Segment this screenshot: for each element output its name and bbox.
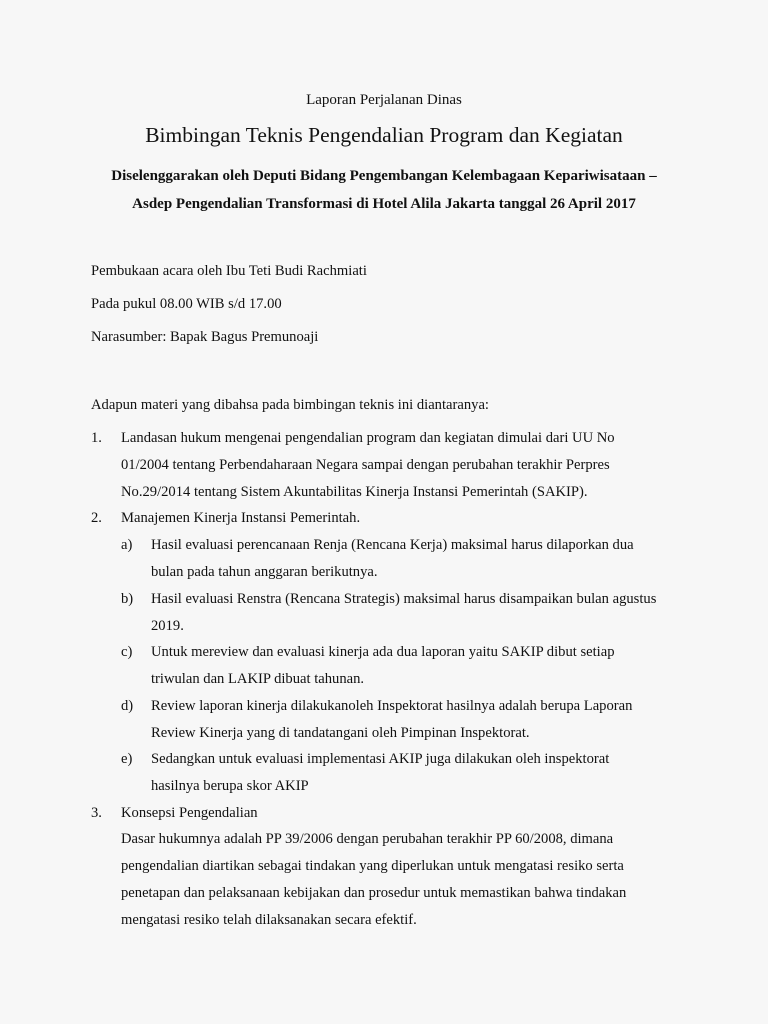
item-line: penetapan dan pelaksanaan kebijakan dan prosedur untuk memastikan bahwa tindakan: [121, 885, 627, 901]
subitem-line: Untuk mereview dan evaluasi kinerja ada dua laporan yaitu SAKIP dibut setiap: [151, 644, 615, 660]
report-type: Laporan Perjalanan Dinas: [306, 92, 462, 108]
item-line: Landasan hukum mengenai pengendalian program dan kegiatan dimulai dari UU No: [121, 430, 615, 446]
item-line: Konsepsi Pengendalian: [121, 805, 258, 821]
subitem-line: bulan pada tahun anggaran berikutnya.: [151, 564, 378, 580]
document-title: Bimbingan Teknis Pengendalian Program dan Kegiatan: [145, 123, 623, 147]
subitem-line: 2019.: [151, 618, 184, 634]
item-number: 2.: [91, 510, 102, 526]
intro-text: Adapun materi yang dibahsa pada bimbingan teknis ini diantaranya:: [91, 397, 489, 413]
subitem-letter: a): [121, 537, 133, 553]
subitem-line: Hasil evaluasi Renstra (Rencana Strategis) maksimal harus disampaikan bulan agustus: [151, 591, 657, 607]
subitem-letter: b): [121, 591, 134, 607]
subitem-line: Review laporan kinerja dilakukanoleh Inspektorat hasilnya adalah berupa Laporan: [151, 698, 633, 714]
subitem-line: Hasil evaluasi perencanaan Renja (Rencana Kerja) maksimal harus dilaporkan dua: [151, 537, 634, 553]
time-info: Pada pukul 08.00 WIB s/d 17.00: [91, 296, 282, 312]
opening-info: Pembukaan acara oleh Ibu Teti Budi Rachmiati: [91, 263, 367, 279]
subitem-line: hasilnya berupa skor AKIP: [151, 778, 309, 794]
subitem-line: Review Kinerja yang di tandatangani oleh Pimpinan Inspektorat.: [151, 725, 530, 741]
speaker-info: Narasumber: Bapak Bagus Premunoaji: [91, 329, 319, 345]
subitem-letter: c): [121, 644, 133, 660]
item-line: Manajemen Kinerja Instansi Pemerintah.: [121, 510, 361, 526]
item-line: 01/2004 tentang Perbendaharaan Negara sampai dengan perubahan terakhir Perpres: [121, 457, 610, 473]
subitem-letter: d): [121, 698, 134, 714]
subitem-line: Sedangkan untuk evaluasi implementasi AKIP juga dilakukan oleh inspektorat: [151, 751, 610, 767]
subitem-line: triwulan dan LAKIP dibuat tahunan.: [151, 671, 365, 687]
subitem-letter: e): [121, 751, 133, 767]
item-line: mengatasi resiko telah dilaksanakan secara efektif.: [121, 912, 417, 928]
subtitle-line-1: Diselenggarakan oleh Deputi Bidang Pengembangan Kelembagaan Kepariwisataan –: [111, 168, 657, 184]
item-line: No.29/2014 tentang Sistem Akuntabilitas Kinerja Instansi Pemerintah (SAKIP).: [121, 484, 588, 500]
subtitle-line-2: Asdep Pengendalian Transformasi di Hotel Alila Jakarta tanggal 26 April 2017: [132, 196, 636, 212]
item-line: pengendalian diartikan sebagai tindakan yang diperlukan untuk mengatasi resiko serta: [121, 858, 624, 874]
item-line: Dasar hukumnya adalah PP 39/2006 dengan perubahan terakhir PP 60/2008, dimana: [121, 831, 614, 847]
item-number: 3.: [91, 805, 102, 821]
item-number: 1.: [91, 430, 102, 446]
